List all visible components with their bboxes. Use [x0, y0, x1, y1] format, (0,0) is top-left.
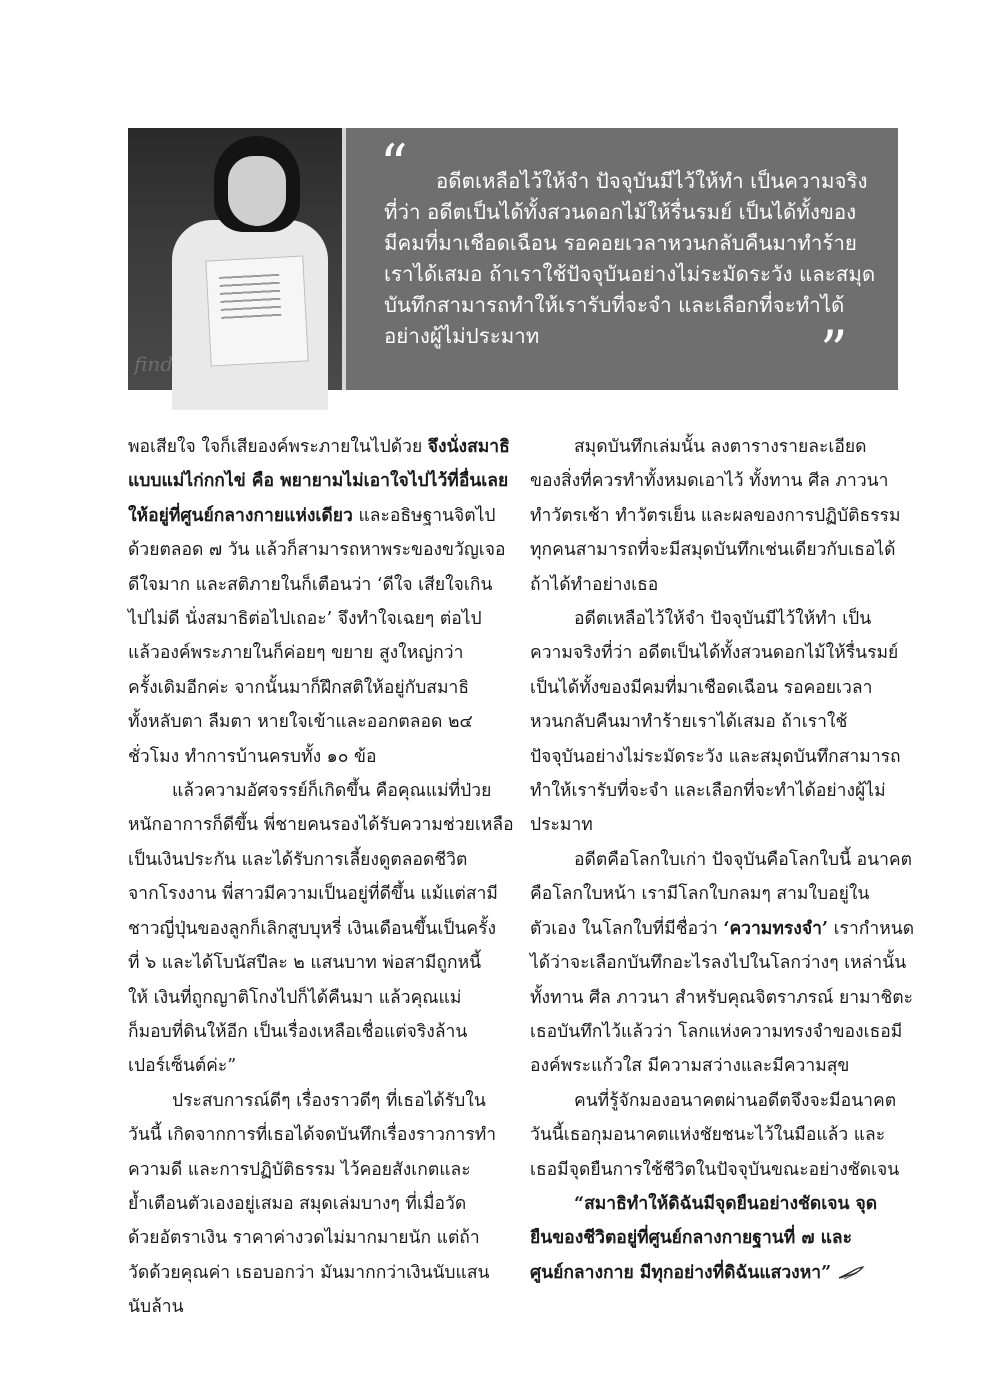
text-line: เธอมีจุดยืนการใช้ชีวิตในปัจจุบันขณะอย่างชัดเจน [530, 1159, 900, 1180]
text-line: นับล้าน [128, 1297, 184, 1318]
text-line [530, 912, 915, 946]
quote-line: เราได้เสมอ ถ้าเราใช้ปัจจุบันอย่างไม่ระมัดระวัง และสมุด [384, 262, 876, 286]
text-line: คือโลกใบหน้า เรามีโลกใบกลมๆ สามใบอยู่ใน [530, 884, 870, 905]
text-line [128, 499, 496, 533]
quote-banner [128, 128, 898, 390]
text-line: ชาวญี่ปุ่นของลูกก็เลิกสูบบุหรี่ เงินเดือนขึ้นเป็นครั้ง [128, 918, 497, 939]
quote-line: อดีตเหลือไว้ให้จำ ปัจจุบันมีไว้ให้ทำ เป็นความจริง [436, 169, 868, 193]
text-line: หนักอาการก็ดีขึ้น พี่ชายคนรองได้รับความช่วยเหลือ [128, 815, 514, 836]
text-run: ตัวเอง ในโลกใบที่มีชื่อว่า [530, 918, 724, 939]
bold-run: จึงนั่งสมาธิ [427, 437, 510, 457]
left-column [128, 430, 514, 1325]
text-line: คนที่รู้จักมองอนาคตผ่านอดีตจึงจะมีอนาคต [574, 1090, 897, 1111]
text-line: ที่ ๖ และได้โบนัสปีละ ๒ แสนบาท พ่อสามีถูกหนี้ [128, 953, 482, 974]
text-line: ดีใจมาก และสติภายในก็เตือนว่า ‘ดีใจ เสียใจเกิน [128, 574, 493, 595]
quote-line: ที่ว่า อดีตเป็นได้ทั้งสวนดอกไม้ให้รื่นรมย์ เป็นได้ทั้งของ [384, 200, 857, 224]
text-line: เป็นเงินประกัน และได้รับการเลี้ยงดูตลอดชีวิต [128, 849, 468, 870]
text-line: ทั้งหลับตา ลืมตา หายใจเข้าและออกตลอด ๒๔ [128, 712, 473, 733]
text-line: แล้วความอัศจรรย์ก็เกิดขึ้น คือคุณแม่ที่ป่วย [172, 781, 492, 802]
open-quote-mark: “ [380, 133, 402, 196]
quote-line: มีคมที่มาเชือดเฉือน รอคอยเวลาหวนกลับคืนมาทำร้าย [384, 231, 857, 255]
quill-icon [837, 1266, 865, 1280]
right-column [530, 430, 915, 1290]
bold-run: ‘ความทรงจำ’ [723, 918, 829, 939]
text-line: จากโรงงาน พี่สาวมีความเป็นอยู่ที่ดีขึ้น แม้แต่สามี [128, 884, 498, 905]
text-line: ด้วยอัตราเงิน ราคาค่างวดไม่มากมายนัก แต่ถ้า [128, 1228, 480, 1249]
text-line: ทำวัตรเช้า ทำวัตรเย็น และผลของการปฏิบัติธรรม [530, 505, 901, 526]
bold-run: ยืนของชีวิตอยู่ที่ศูนย์กลางกายฐานที่ ๗ และ [530, 1228, 853, 1249]
text-line: อดีตเหลือไว้ให้จำ ปัจจุบันมีไว้ให้ทำ เป็น [574, 609, 872, 630]
text-line: สมุดบันทึกเล่มนั้น ลงตารางรายละเอียด [574, 437, 867, 457]
text-line: องค์พระแก้วใส มีความสว่างและมีความสุข [530, 1056, 850, 1077]
photo-face [228, 156, 286, 226]
text-line [530, 1187, 898, 1221]
text-line: ทุกคนสามารถที่จะมีสมุดบันทึกเช่นเดียวกับเธอได้ [530, 540, 896, 561]
text-line: หวนกลับคืนมาทำร้ายเราได้เสมอ ถ้าเราใช้ [530, 712, 848, 733]
close-quote-mark: ” [820, 319, 842, 382]
bold-run: ศูนย์กลางกาย มีทุกอย่างที่ดิฉันแสวงหา” [530, 1262, 832, 1283]
text-line [530, 1221, 898, 1255]
text-line [128, 464, 509, 498]
bold-run: ให้อยู่ที่ศูนย์กลางกายแห่งเดียว [128, 505, 353, 526]
text-line: ประมาท [530, 815, 593, 836]
text-line: ทำให้เรารับที่จะจำ และเลือกที่จะทำได้อย่างผู้ไม่ [530, 781, 886, 802]
text-line: ก็มอบที่ดินให้อีก เป็นเรื่องเหลือเชื่อแต่จริงล้าน [128, 1021, 468, 1042]
text-line: ของสิ่งที่ควรทำทั้งหมดเอาไว้ ทั้งทาน ศีล ภาวนา [530, 471, 889, 492]
pull-quote [384, 166, 876, 352]
text-line: เป็นได้ทั้งของมีคมที่มาเชือดเฉือน รอคอยเวลา [530, 677, 873, 698]
text-line: อดีตคือโลกใบเก่า ปัจจุบันคือโลกใบนี้ อนาคต [574, 849, 912, 870]
text-line: ทั้งทาน ศีล ภาวนา สำหรับคุณจิตราภรณ์ ยามาชิตะ [530, 987, 914, 1008]
bold-run: “สมาธิทำให้ดิฉันมีจุดยืนอย่างชัดเจน จุด [574, 1193, 878, 1214]
text-line [530, 1256, 898, 1290]
text-line: วันนี้เธอกุมอนาคตแห่งชัยชนะไว้ในมือแล้ว และ [530, 1125, 886, 1146]
bold-run: แบบแม่ไก่กกไข่ คือ พยายามไม่เอาใจไปไว้ที่อื่นเลย [128, 471, 509, 492]
text-line: ประสบการณ์ดีๆ เรื่องราวดีๆ ที่เธอได้รับใน [172, 1090, 486, 1111]
text-line [128, 430, 510, 464]
photo-watermark: find [134, 352, 174, 376]
text-line: ย้ำเตือนตัวเองอยู่เสมอ สมุดเล่มบางๆ ที่เมื่อวัด [128, 1193, 467, 1214]
quote-line: อย่างผู้ไม่ประมาท [384, 324, 540, 348]
quote-box [342, 128, 898, 390]
text-line: ไปไม่ดี นั่งสมาธิต่อไปเถอะ’ จึงทำใจเฉยๆ ต่อไป [128, 609, 482, 630]
photo-notebook [205, 256, 308, 367]
text-line: วันนี้ เกิดจากการที่เธอได้จดบันทึกเรื่องราวการทำ [128, 1125, 497, 1146]
text-run: และอธิษฐานจิตไป [352, 505, 496, 526]
text-run: เรากำหนด [828, 918, 915, 939]
text-line: ชั่วโมง ทำการบ้านครบทั้ง ๑๐ ข้อ [128, 746, 377, 767]
text-line: เปอร์เซ็นต์ค่ะ” [128, 1056, 237, 1077]
text-run: พอเสียใจ ใจก็เสียองค์พระภายในไปด้วย [128, 437, 428, 457]
text-line: ปัจจุบันอย่างไม่ระมัดระวัง และสมุดบันทึกสามารถ [530, 746, 901, 767]
text-line: ด้วยตลอด ๗ วัน แล้วก็สามารถหาพระของขวัญเจอ [128, 540, 506, 561]
text-line: ให้ เงินที่ถูกญาติโกงไปก็ได้คืนมา แล้วคุณแม่ [128, 987, 462, 1008]
text-line: ความจริงที่ว่า อดีตเป็นได้ทั้งสวนดอกไม้ให้รื่นรมย์ [530, 643, 899, 664]
text-line: เธอบันทึกไว้แล้วว่า โลกแห่งความทรงจำของเธอมี [530, 1021, 903, 1042]
text-line: ครั้งเดิมอีกค่ะ จากนั้นมาก็ฝึกสติให้อยู่กับสมาธิ [128, 677, 470, 698]
text-line: แล้วองค์พระภายในก็ค่อยๆ ขยาย สูงใหญ่กว่า [128, 643, 464, 664]
text-line: ถ้าได้ทำอย่างเธอ [530, 574, 659, 595]
text-line: ความดี และการปฏิบัติธรรม ไว้คอยสังเกตและ [128, 1159, 471, 1180]
portrait-photo [128, 128, 342, 390]
quote-line: บันทึกสามารถทำให้เรารับที่จะจำ และเลือกที่จะทำได้ [384, 293, 845, 317]
text-line: ได้ว่าจะเลือกบันทึกอะไรลงไปในโลกว่างๆ เหล่านั้น [530, 953, 907, 974]
text-line: วัดด้วยคุณค่า เธอบอกว่า มันมากกว่าเงินนับแสน [128, 1262, 490, 1283]
